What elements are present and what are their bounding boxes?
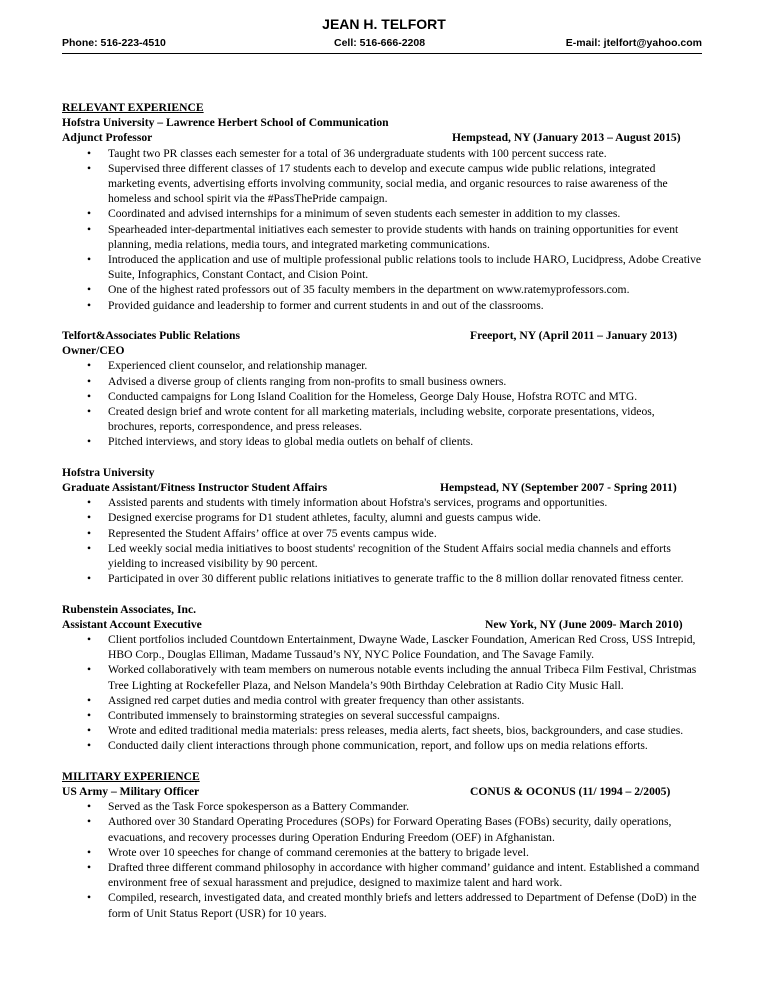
job-bullet: • Led weekly social media initiatives to boost students' recognition of the Student Affairs social media channels and efforts yielding to increased visibility by 90 percent. <box>62 541 704 571</box>
phone-number: Phone: 516-223-4510 <box>62 37 166 49</box>
job-bullet: • One of the highest rated professors out of 35 faculty members in the department on www.ratemyprofessors.com. <box>62 282 704 297</box>
job-title-row <box>62 784 704 799</box>
job-location: Freeport, NY (April 2011 – January 2013) <box>470 329 678 342</box>
contact-row <box>62 35 702 54</box>
job-bullet: • Spearheaded inter-departmental initiatives each semester to provide students with hands on training opportunities for event planning, media relations, media tours, and integrated marketing communications. <box>62 222 704 252</box>
job-location: CONUS & OCONUS (11/ 1994 – 2/2005) <box>470 784 671 798</box>
job-bullet: • Assigned red carpet duties and media control with greater frequency than other assistants. <box>62 693 704 708</box>
job-bullet: • Wrote over 10 speeches for change of command ceremonies at the battery to brigade level. <box>62 845 704 860</box>
job-role: Owner/CEO <box>62 344 125 358</box>
job-bullet: • Compiled, research, investigated data, and created monthly briefs and letters addressed to Department of Defense (DoD) in the form of Unit Status Report (USR) for 10 years. <box>62 890 704 920</box>
job-org: Hofstra University <box>62 465 155 479</box>
job-role: Assistant Account Executive <box>62 617 202 631</box>
job-bullet: • Coordinated and advised internships for a minimum of seven students each semester in addition to my classes. <box>62 206 704 221</box>
job-bullet: • Served as the Task Force spokesperson as a Battery Commander. <box>62 799 704 814</box>
job-bullets <box>62 495 704 586</box>
job-entry <box>62 465 704 587</box>
job-bullet: • Authored over 30 Standard Operating Procedures (SOPs) for Forward Operating Bases (FOBs) security, daily operations, evacuations, and recovery processes during Operation Enduring Freedom (OEF) in Afghanistan. <box>62 814 704 844</box>
job-bullet: • Taught two PR classes each semester for a total of 36 undergraduate students with 100 percent success rate. <box>62 146 704 161</box>
job-org: Rubenstein Associates, Inc. <box>62 602 196 616</box>
job-entry <box>62 328 704 450</box>
job-bullet: • Client portfolios included Countdown Entertainment, Dwayne Wade, Lascker Foundation, American Red Cross, USS Intrepid, HBO Corp., Douglas Elliman, Madame Tussaud’s NY, NYC Police Foundation, and The Savage Family. <box>62 632 704 662</box>
job-title-row <box>62 328 704 343</box>
job-bullet: • Supervised three different classes of 17 students each to develop and execute campus wide public relations, integrated marketing events, advertising efforts involving community, social media, and organic resources to raise awareness of the homeless and school spirit via the #PassThePride campaign. <box>62 161 704 207</box>
job-bullets <box>62 146 704 313</box>
job-role: Graduate Assistant/Fitness Instructor Student Affairs <box>62 480 328 494</box>
job-bullet: • Provided guidance and leadership to former and current students in and out of the classrooms. <box>62 298 704 313</box>
job-location: New York, NY (June 2009- March 2010) <box>485 617 683 631</box>
cell-number: Cell: 516-666-2208 <box>334 37 426 49</box>
job-bullet: • Wrote and edited traditional media materials: press releases, media alerts, fact sheets, bios, backgrounders, and case studies. <box>62 723 704 738</box>
job-bullet: • Advised a diverse group of clients ranging from non-profits to small business owners. <box>62 374 704 389</box>
job-bullet: • Conducted campaigns for Long Island Coalition for the Homeless, George Daly House, Hofstra ROTC and MTG. <box>62 389 704 404</box>
job-bullets <box>62 799 704 921</box>
job-bullet: • Introduced the application and use of multiple professional public relations tools to include HARO, Lucidpress, Adobe Creative Suite, Infographics, Constant Contact, and Cision Point. <box>62 252 704 282</box>
job-location: Hempstead, NY (January 2013 – August 2015) <box>452 131 681 145</box>
job-bullets <box>62 358 704 449</box>
section-title-relevant: RELEVANT EXPERIENCE <box>62 101 204 114</box>
job-bullet: • Pitched interviews, and story ideas to global media outlets on behalf of clients. <box>62 434 704 449</box>
candidate-name: JEAN H. TELFORT <box>322 16 446 32</box>
resume-body <box>62 100 704 921</box>
job-bullet: • Created design brief and wrote content for all marketing materials, including website, corporate presentations, videos, brochures, reports, correspondence, and press releases. <box>62 404 704 434</box>
section-title-military: MILITARY EXPERIENCE <box>62 769 200 783</box>
job-bullets <box>62 632 704 754</box>
job-bullet: • Designed exercise programs for D1 student athletes, faculty, alumni and guests campus wide. <box>62 510 704 525</box>
job-role: Adjunct Professor <box>62 131 153 145</box>
job-entry <box>62 784 704 921</box>
job-org: Telfort&Associates Public Relations <box>62 329 240 342</box>
job-role: US Army – Military Officer <box>62 784 200 798</box>
job-bullet: • Participated in over 30 different public relations initiatives to generate traffic to the 8 million dollar renovated fitness center. <box>62 571 704 586</box>
email-address: E-mail: jtelfort@yahoo.com <box>565 37 702 49</box>
job-entry <box>62 115 704 313</box>
job-org: Hofstra University – Lawrence Herbert School of Communication <box>62 116 389 130</box>
job-bullet: • Worked collaboratively with team members on numerous notable events including the annual Tribeca Film Festival, Christmas Tree Lighting at Rockefeller Plaza, and Nelson Mandela’s 90th Birthday Celebration at Radio City Music Hall. <box>62 662 704 692</box>
job-title-row <box>62 130 704 145</box>
job-bullet: • Conducted daily client interactions through phone communication, report, and follow ups on media relations efforts. <box>62 738 704 753</box>
job-title-row <box>62 617 704 632</box>
job-bullet: • Represented the Student Affairs’ office at over 75 events campus wide. <box>62 526 704 541</box>
job-bullet: • Assisted parents and students with timely information about Hofstra's services, programs and opportunities. <box>62 495 704 510</box>
job-location: Hempstead, NY (September 2007 - Spring 2011) <box>440 480 677 494</box>
job-title-row <box>62 480 704 495</box>
job-bullet: • Drafted three different command philosophy in accordance with higher command’ guidance and intent. Established a command environment free of sexual harassment and prejudice, designed to maximize talent and hard work. <box>62 860 704 890</box>
job-bullet: • Contributed immensely to brainstorming strategies on several successful campaigns. <box>62 708 704 723</box>
job-entry <box>62 602 704 754</box>
job-bullet: • Experienced client counselor, and relationship manager. <box>62 358 704 373</box>
